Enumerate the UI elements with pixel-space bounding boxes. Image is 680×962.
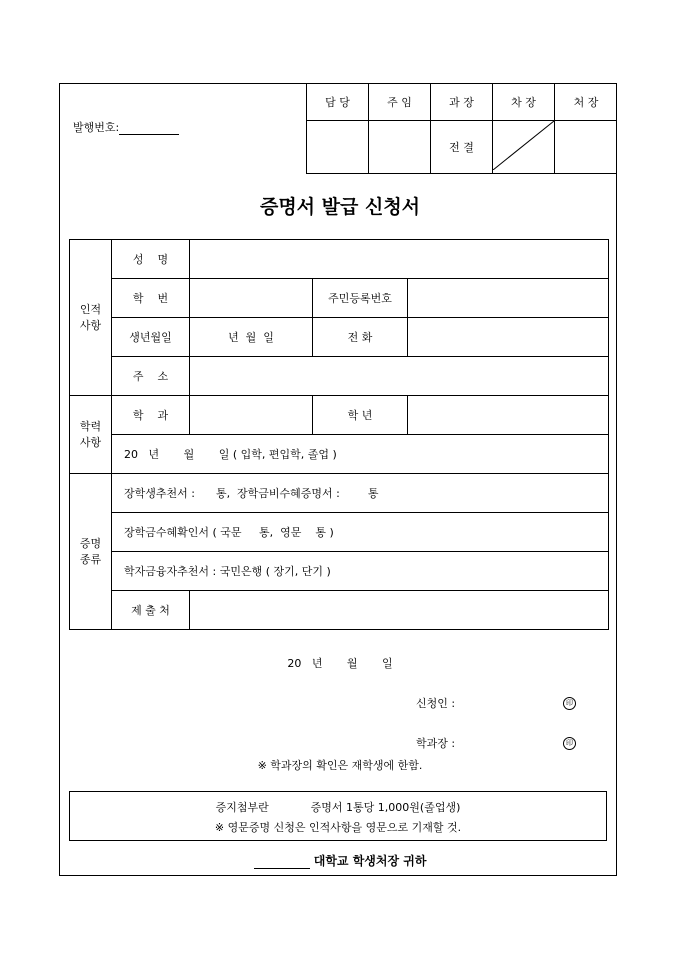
applicant-seal-icon: [563, 695, 576, 710]
resident-no-label: 주민등록번호: [313, 279, 408, 318]
submit-to-field[interactable]: [190, 591, 609, 630]
approval-header-1: 담 당: [307, 84, 369, 121]
dept-head-label: 학과장 :: [416, 737, 456, 750]
submit-to-label: 제 출 처: [112, 591, 190, 630]
personal-category: 인적 사항: [70, 240, 112, 396]
applicant-label: 신청인 :: [416, 697, 456, 710]
name-field[interactable]: [190, 240, 609, 279]
phone-field[interactable]: [408, 318, 609, 357]
form-title: 증명서 발급 신청서: [259, 196, 421, 218]
loan-recommendation-line[interactable]: 학자금융자추천서 : 국민은행 ( 장기, 단기 ): [112, 552, 609, 591]
scholarship-receipt-line[interactable]: 장학금수혜확인서 ( 국문 통, 영문 통 ): [112, 513, 609, 552]
application-date[interactable]: 20 년 월 일: [287, 657, 393, 670]
approval-final: 전 결: [431, 121, 493, 174]
dept-field[interactable]: [190, 396, 313, 435]
approval-table: [306, 83, 617, 174]
dept-label: 학 과: [112, 396, 190, 435]
admission-date-line[interactable]: 20 년 월 일 ( 입학, 편입학, 졸업 ): [112, 435, 609, 474]
issue-number-label: 발행번호:: [73, 121, 120, 134]
stamp-box: [69, 791, 607, 841]
stamp-line-1: 증지첨부란 증명서 1통당 1,000원(졸업생): [215, 801, 461, 814]
address-field[interactable]: [190, 357, 609, 396]
approval-header-2: 주 임: [369, 84, 431, 121]
approval-header-4: 차 장: [493, 84, 555, 121]
birth-label: 생년월일: [112, 318, 190, 357]
footer-text: 대학교 학생처장 귀하: [313, 854, 427, 868]
certificate-category: 증명 종류: [70, 474, 112, 630]
applicant-seal-char: 印: [563, 697, 576, 710]
confirmation-note: ※ 학과장의 확인은 재학생에 한함.: [257, 759, 423, 772]
scholarship-line[interactable]: 장학생추천서 : 통, 장학금비수혜증명서 : 통: [112, 474, 609, 513]
year-label: 학 년: [313, 396, 408, 435]
approval-cell-5[interactable]: [555, 121, 618, 174]
issue-number-field[interactable]: [119, 122, 179, 135]
name-label: 성 명: [112, 240, 190, 279]
academic-category: 학력 사항: [70, 396, 112, 474]
student-no-label: 학 번: [112, 279, 190, 318]
address-label: 주 소: [112, 357, 190, 396]
university-name-field[interactable]: [254, 856, 310, 869]
approval-cell-slashed: [493, 121, 555, 174]
footer: [0, 852, 680, 869]
approval-cell-2[interactable]: [369, 121, 431, 174]
year-field[interactable]: [408, 396, 609, 435]
slash-mark: [493, 121, 554, 170]
birth-field[interactable]: 년 월 일: [190, 318, 313, 357]
approval-cell-1[interactable]: [307, 121, 369, 174]
approval-header-5: 처 장: [555, 84, 618, 121]
dept-head-seal-icon: [563, 735, 576, 750]
issue-number: [73, 119, 179, 135]
approval-header-3: 과 장: [431, 84, 493, 121]
stamp-line-2: ※ 영문증명 신청은 인적사항을 영문으로 기재할 것.: [214, 821, 462, 834]
student-no-field[interactable]: [190, 279, 313, 318]
application-table: [69, 239, 609, 630]
dept-head-seal-char: 印: [563, 737, 576, 750]
phone-label: 전 화: [313, 318, 408, 357]
resident-no-field[interactable]: [408, 279, 609, 318]
